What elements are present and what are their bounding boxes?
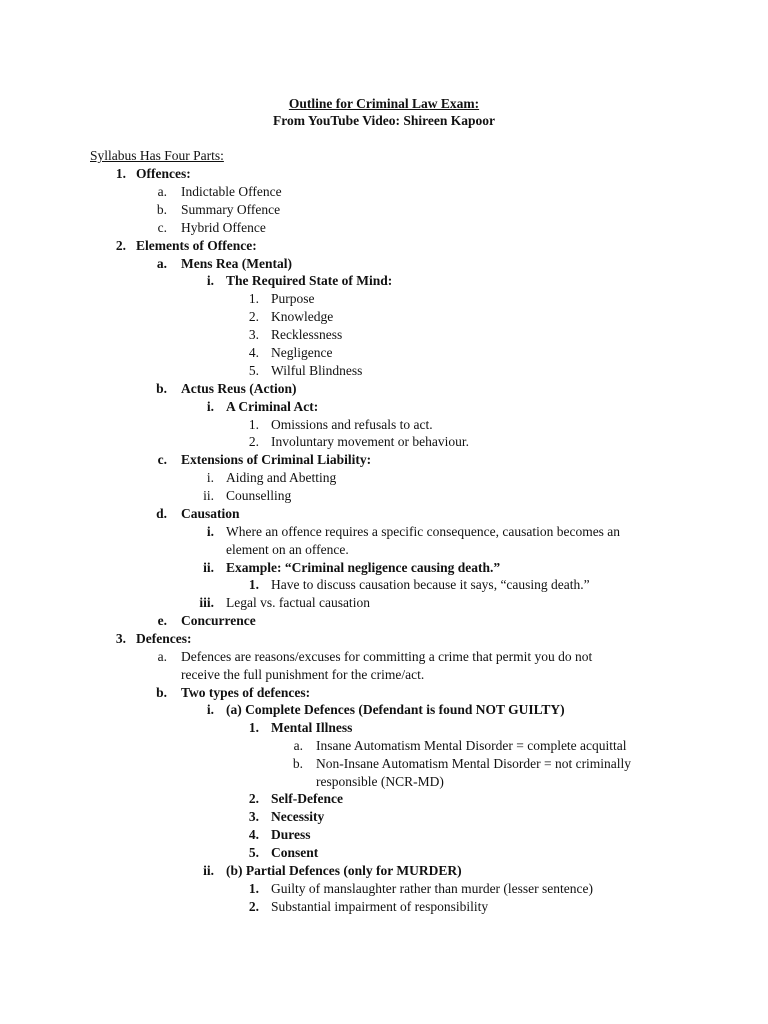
document-title: Outline for Criminal Law Exam: xyxy=(288,96,480,111)
list-item-text: receive the full punishment for the crime/act. xyxy=(181,667,425,682)
list-marker: 3. xyxy=(248,809,259,824)
list-marker: a. xyxy=(157,649,167,664)
list-marker: 2. xyxy=(248,309,259,324)
list-marker: a. xyxy=(157,184,167,199)
list-item-text: Insane Automatism Mental Disorder = complete acquittal xyxy=(316,738,627,753)
list-item-text: Offences: xyxy=(136,166,191,181)
list-marker: i. xyxy=(206,524,214,539)
list-marker: 3. xyxy=(115,631,126,646)
list-item-text: Syllabus Has Four Parts: xyxy=(90,148,224,163)
list-marker: ii. xyxy=(203,488,214,503)
list-item-text: Hybrid Offence xyxy=(181,220,266,235)
list-marker: 4. xyxy=(248,827,259,842)
document-subtitle: From YouTube Video: Shireen Kapoor xyxy=(272,113,496,128)
list-item-text: (a) Complete Defences (Defendant is found NOT GUILTY) xyxy=(226,702,565,717)
list-item-text: Legal vs. factual causation xyxy=(226,595,370,610)
list-marker: i. xyxy=(206,273,214,288)
list-marker: b. xyxy=(156,202,167,217)
list-marker: 2. xyxy=(248,899,259,914)
list-item-text: Indictable Offence xyxy=(181,184,282,199)
list-item-text: Example: “Criminal negligence causing death.” xyxy=(226,560,501,575)
list-item-text: Mens Rea (Mental) xyxy=(181,256,292,271)
list-item-text: responsible (NCR-MD) xyxy=(316,774,444,789)
list-marker: 1. xyxy=(248,881,259,896)
list-item-text: Actus Reus (Action) xyxy=(181,381,297,396)
list-marker: b. xyxy=(156,381,167,396)
list-item-text: Guilty of manslaughter rather than murder (lesser sentence) xyxy=(271,881,594,896)
list-item-text: Recklessness xyxy=(271,327,343,342)
list-item-text: Involuntary movement or behaviour. xyxy=(271,434,469,449)
list-item-text: A Criminal Act: xyxy=(226,399,319,414)
list-marker: i. xyxy=(206,399,214,414)
list-marker: 2. xyxy=(248,791,259,806)
list-marker: 2. xyxy=(248,434,259,449)
list-item-text: Duress xyxy=(271,827,311,842)
list-marker: c. xyxy=(157,452,167,467)
list-item-text: Non-Insane Automatism Mental Disorder = not criminally xyxy=(316,756,632,771)
list-item-text: Where an offence requires a specific consequence, causation becomes an xyxy=(226,524,621,539)
list-item-text: Consent xyxy=(271,845,319,860)
list-item-text: The Required State of Mind: xyxy=(226,273,393,288)
list-item-text: Purpose xyxy=(271,291,315,306)
list-item-text: Concurrence xyxy=(181,613,256,628)
list-marker: i. xyxy=(206,702,214,717)
list-marker: 1. xyxy=(248,417,259,432)
list-marker: 2. xyxy=(115,238,126,253)
list-marker: d. xyxy=(156,506,167,521)
list-item-text: Summary Offence xyxy=(181,202,281,217)
list-marker: 1. xyxy=(115,166,126,181)
list-item-text: Wilful Blindness xyxy=(271,363,363,378)
list-item-text: Have to discuss causation because it says, “causing death.” xyxy=(271,577,590,592)
list-marker: a. xyxy=(293,738,303,753)
list-marker: b. xyxy=(292,756,303,771)
list-marker: 1. xyxy=(248,291,259,306)
list-item-text: Mental Illness xyxy=(271,720,353,735)
list-item-text: Knowledge xyxy=(271,309,334,324)
list-marker: e. xyxy=(157,613,167,628)
list-marker: 1. xyxy=(248,720,259,735)
list-marker: 5. xyxy=(248,845,259,860)
list-marker: 3. xyxy=(248,327,259,342)
list-item-text: Two types of defences: xyxy=(181,685,311,700)
list-item-text: Causation xyxy=(181,506,240,521)
list-marker: i. xyxy=(206,470,214,485)
list-item-text: Negligence xyxy=(271,345,333,360)
list-marker: iii. xyxy=(199,595,214,610)
list-marker: ii. xyxy=(203,560,214,575)
list-marker: a. xyxy=(156,256,167,271)
list-marker: 4. xyxy=(248,345,259,360)
list-item-text: Self-Defence xyxy=(271,791,343,806)
list-item-text: element on an offence. xyxy=(226,542,349,557)
list-marker: c. xyxy=(157,220,167,235)
list-marker: ii. xyxy=(203,863,214,878)
list-item-text: Aiding and Abetting xyxy=(226,470,337,485)
list-item-text: (b) Partial Defences (only for MURDER) xyxy=(226,863,462,878)
list-item-text-rest: : “Criminal negligence causing death.” xyxy=(277,560,501,575)
list-item-text: Omissions and refusals to act. xyxy=(271,417,433,432)
list-marker: 1. xyxy=(248,577,259,592)
list-marker: b. xyxy=(156,685,167,700)
list-item-text: Defences are reasons/excuses for committing a crime that permit you do not xyxy=(181,649,593,664)
list-item-text: Counselling xyxy=(226,488,292,503)
list-marker: 5. xyxy=(248,363,259,378)
list-item-text: Necessity xyxy=(271,809,325,824)
list-item-text: Extensions of Criminal Liability: xyxy=(181,452,372,467)
list-item-text: Elements of Offence: xyxy=(136,238,257,253)
list-item-text: Defences: xyxy=(136,631,192,646)
list-item-text: Substantial impairment of responsibility xyxy=(271,899,489,914)
